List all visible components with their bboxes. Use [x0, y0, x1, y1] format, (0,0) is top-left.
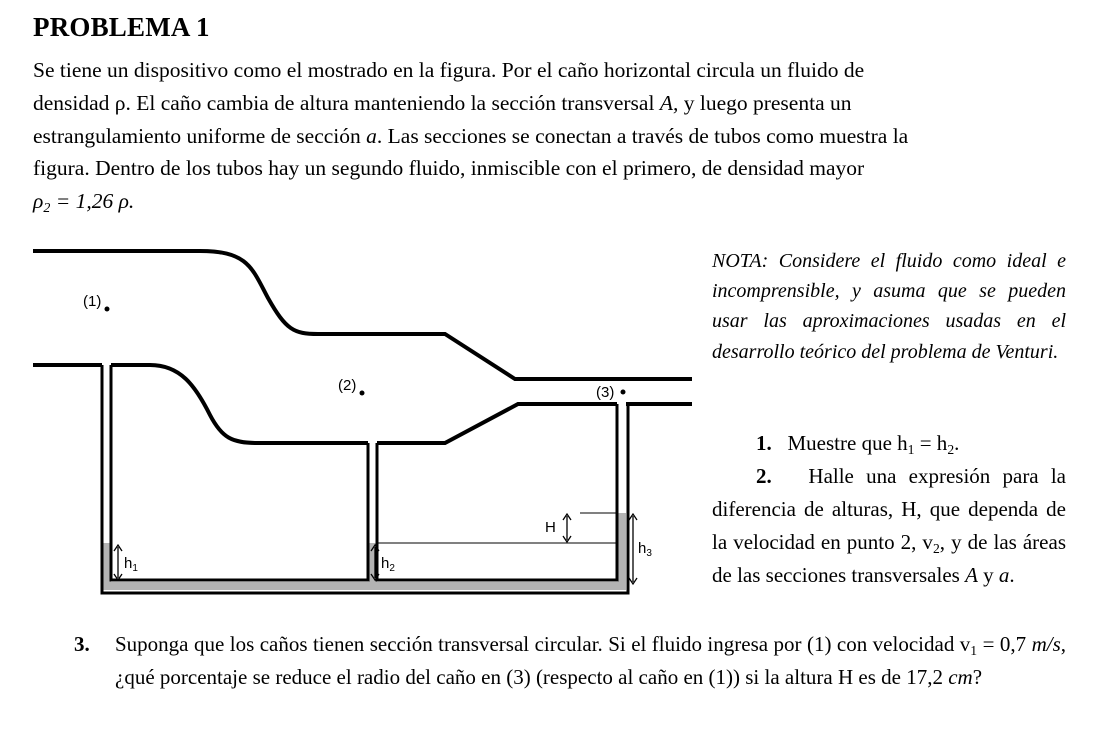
h3-arrow	[629, 514, 637, 584]
question-1: 1. Muestre que $h_1 = h_2$.	[756, 431, 960, 457]
pipe-bottom-wall	[111, 365, 368, 443]
problem-statement	[33, 54, 1073, 218]
pipe-top-wall	[33, 251, 692, 379]
question-3: 3. Suponga que los caños tienen sección transversal circular. Si el fluido ingresa por (1) con velocidad $v_1 = 0,7$ m/s, ¿qué porcentaje se reduce el radio del caño en (3) (respecto al caño en (1)) si la altura H es de 17,2 cm?	[74, 632, 1067, 689]
point-1-label: (1)	[83, 293, 102, 310]
fluid-bottom	[103, 582, 626, 590]
point-2-marker	[360, 391, 365, 396]
statement-line: Se tiene un dispositivo como el mostrado en la figura. Por el caño horizontal circula un fluido de	[33, 58, 865, 82]
pipe-bottom-wall	[377, 404, 617, 443]
problem-title: PROBLEMA 1	[33, 12, 210, 42]
H-arrow	[563, 514, 571, 542]
statement-line: densidad ρ. El caño cambia de altura manteniendo la sección transversal A, y luego presenta un	[33, 90, 852, 115]
density-formula: $\rho_2 = 1,26$ ρ.	[33, 189, 135, 217]
fluid-tube-3	[618, 513, 626, 588]
note-paragraph: NOTA: Considere el fluido como ideal e incomprensible, y asuma que se pueden usar las aproximaciones usadas en el desarrollo teórico del problema de Venturi.	[712, 250, 1066, 363]
statement-line: figura. Dentro de los tubos hay un segundo fluido, inmiscible con el primero, de densidad mayor	[33, 156, 865, 181]
tube-inner-wall	[111, 365, 368, 580]
tube-outer-wall	[102, 365, 628, 593]
H-label: H	[545, 519, 556, 536]
question-list	[712, 427, 1066, 592]
point-2-label: (2)	[338, 377, 357, 394]
question-2: 2. Halle una expresión para la diferencia de alturas, H, que dependa de la velocidad en punto 2, $v_2$, y de las áreas de las secciones transversales A y a.	[712, 464, 1067, 587]
statement-line: estrangulamiento uniforme de sección a. Las secciones se conectan a través de tubos como muestra la	[33, 123, 909, 148]
h3-label: $h_3$	[638, 540, 652, 559]
point-1-marker	[105, 307, 110, 312]
point-3-label: (3)	[596, 384, 615, 401]
h2-label: $h_2$	[381, 555, 395, 574]
point-3-marker	[621, 390, 626, 395]
tube-inner-wall	[377, 404, 617, 580]
venturi-figure	[0, 240, 700, 620]
h1-label: $h_1$	[124, 555, 138, 574]
h1-arrow	[114, 545, 122, 580]
